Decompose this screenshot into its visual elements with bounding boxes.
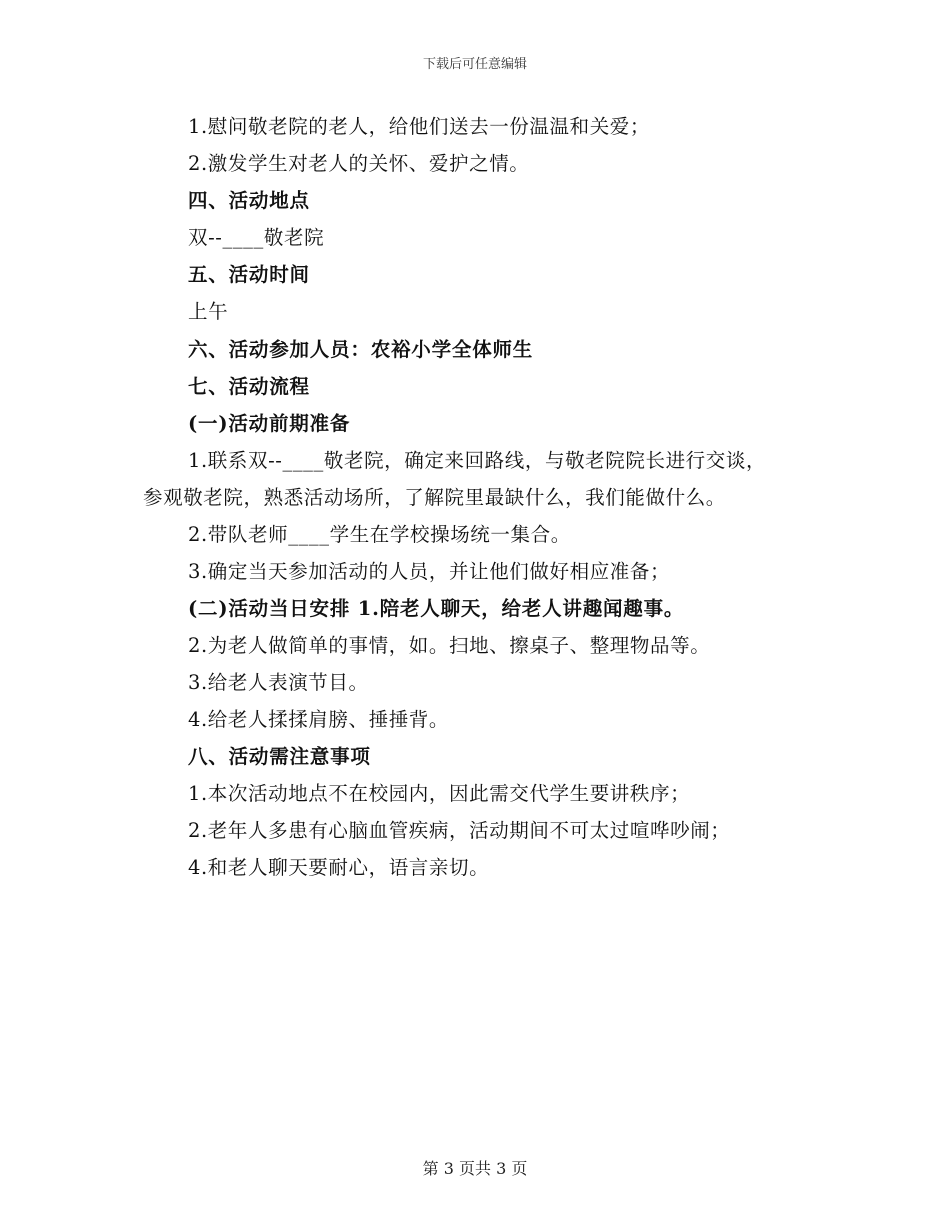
body-line: 4.和老人聊天要耐心，语言亲切。 [188,856,490,879]
body-line: 2.老年人多患有心脑血管疾病，活动期间不可太过喧哗吵闹； [188,819,731,842]
section-heading: 七、活动流程 [188,375,310,398]
body-line: 2.带队老师____学生在学校操场统一集合。 [188,523,571,546]
body-line: 4.给老人揉揉肩膀、捶捶背。 [188,708,450,731]
body-line: 2.为老人做简单的事情，如。扫地、擦桌子、整理物品等。 [188,634,711,657]
section-heading: 六、活动参加人员：农裕小学全体师生 [188,338,534,361]
body-line: 3.给老人表演节目。 [188,671,369,694]
body-line: 上午 [188,300,229,323]
page-footer: 第 3 页共 3 页 [422,1159,528,1178]
body-line: 3.确定当天参加活动的人员，并让他们做好相应准备； [188,560,671,583]
subsection-heading: (一)活动前期准备 [188,412,351,435]
body-line: 双--____敬老院 [188,226,325,249]
body-line: 1.慰问敬老院的老人，给他们送去一份温温和关爱； [188,115,651,138]
subsection-heading: (二)活动当日安排 1.陪老人聊天，给老人讲趣闻趣事。 [188,597,685,620]
section-heading: 五、活动时间 [188,263,310,286]
body-line: 2.激发学生对老人的关怀、爱护之情。 [188,152,530,175]
page-header: 下载后可任意编辑 [422,57,527,72]
body-line: 1.联系双--____敬老院，确定来回路线，与敬老院院长进行交谈， [188,449,767,472]
section-heading: 八、活动需注意事项 [188,745,371,768]
body-line: 参观敬老院，熟悉活动场所，了解院里最缺什么，我们能做什么。 [143,486,726,509]
section-heading: 四、活动地点 [188,189,310,212]
body-line: 1.本次活动地点不在校园内，因此需交代学生要讲秩序； [188,782,691,805]
